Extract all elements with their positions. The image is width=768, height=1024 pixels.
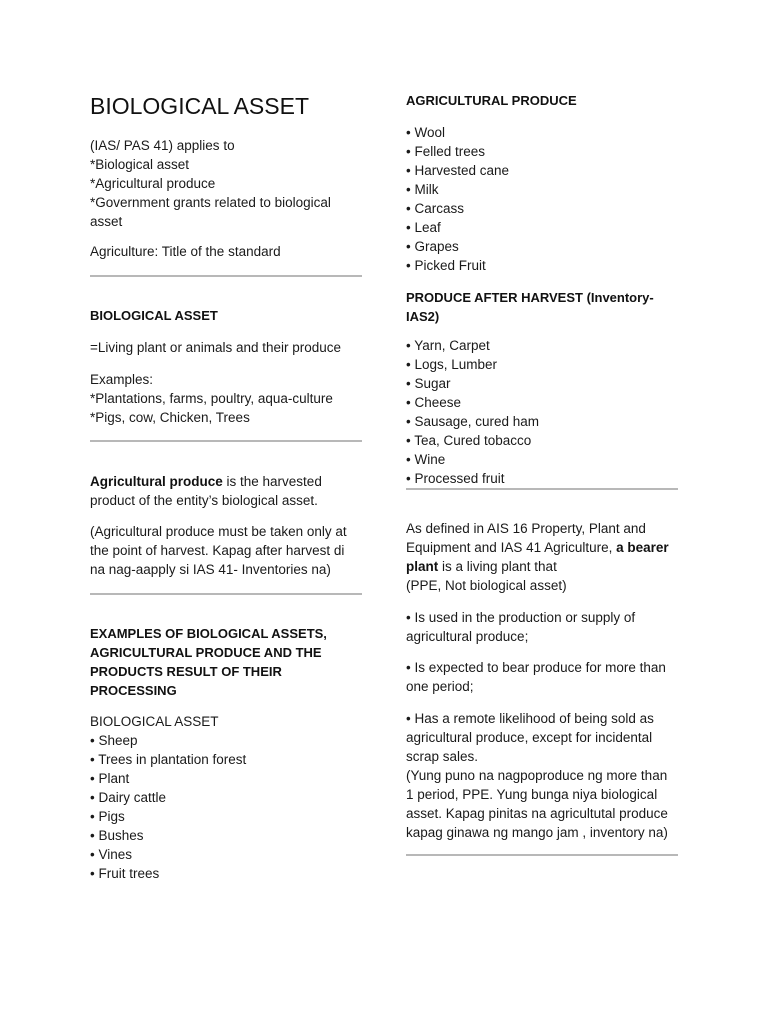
section-heading-line: PRODUCE AFTER HARVEST (Inventory-	[406, 290, 654, 305]
list-item: • Milk	[406, 182, 439, 197]
list-item: • Tea, Cured tobacco	[406, 433, 532, 448]
examples-block	[90, 370, 362, 427]
agri-produce-rest: is the harvested	[222, 474, 322, 489]
divider	[90, 440, 362, 442]
produce-list	[406, 123, 678, 275]
agri-produce-paragraph	[90, 472, 362, 510]
note-line: na nag-aapply si IAS 41- Inventories na)	[90, 562, 331, 577]
list-item: • Carcass	[406, 201, 464, 216]
divider	[406, 854, 678, 856]
intro-line: (IAS/ PAS 41) applies to	[90, 138, 235, 153]
point-line: agricultural produce;	[406, 629, 529, 644]
list-item: • Cheese	[406, 395, 462, 410]
list-title: BIOLOGICAL ASSET	[90, 714, 219, 729]
divider	[406, 488, 678, 490]
bearer-plant-paragraph	[406, 519, 678, 595]
list-item: • Vines	[90, 847, 133, 862]
bio-definition: =Living plant or animals and their produce	[90, 340, 342, 355]
point-line: 1 period, PPE. Yung bunga niya biological	[406, 787, 658, 802]
divider	[90, 275, 362, 277]
section-heading: AGRICULTURAL PRODUCE	[406, 93, 577, 108]
after-harvest-list	[406, 336, 678, 488]
examples-heading	[90, 624, 362, 700]
page-title: BIOLOGICAL ASSET	[90, 93, 310, 119]
point-line: kapag ginawa ng mango jam , inventory na)	[406, 825, 668, 840]
point-line: • Is used in the production or supply of	[406, 610, 636, 625]
note-line: (Agricultural produce must be taken only at	[90, 524, 347, 539]
bearer-line	[406, 538, 678, 557]
point-line: • Has a remote likelihood of being sold as	[406, 711, 654, 726]
bearer-line	[406, 557, 678, 576]
list-item: • Dairy cattle	[90, 790, 166, 805]
bearer-line: As defined in AIS 16 Property, Plant and	[406, 521, 646, 536]
list-item: • Logs, Lumber	[406, 357, 498, 372]
list-item: • Sheep	[90, 733, 138, 748]
examples-line: *Plantations, farms, poultry, aqua-culture	[90, 391, 333, 406]
produce-heading-block	[406, 91, 678, 110]
bearer-term: plant	[406, 559, 439, 574]
section-heading-line: AGRICULTURAL PRODUCE AND THE	[90, 645, 322, 660]
section-heading-line: IAS2)	[406, 309, 440, 324]
point-line: asset. Kapag pinitas na agricultutal produce	[406, 806, 668, 821]
list-item: • Picked Fruit	[406, 258, 486, 273]
agriculture-text: Agriculture: Title of the standard	[90, 244, 281, 259]
list-item: • Processed fruit	[406, 471, 505, 486]
point-line: one period;	[406, 679, 474, 694]
point-line: scrap sales.	[406, 749, 479, 764]
point-line: • Is expected to bear produce for more than	[406, 660, 666, 675]
bearer-text: is a living plant that	[438, 559, 557, 574]
point-line: (Yung puno na nagpoproduce ng more than	[406, 768, 668, 783]
bearer-text: Equipment and IAS 41 Agriculture,	[406, 540, 617, 555]
list-item: • Pigs	[90, 809, 125, 824]
note-line: the point of harvest. Kapag after harvest di	[90, 543, 345, 558]
bearer-point-1	[406, 608, 678, 646]
examples-line: Examples:	[90, 372, 154, 387]
intro-paragraph	[90, 136, 362, 231]
list-item: • Sugar	[406, 376, 451, 391]
point-line: agricultural produce, except for incidental	[406, 730, 653, 745]
agri-produce-line	[90, 472, 362, 491]
note-paragraph	[90, 522, 362, 579]
bearer-point-3	[406, 709, 678, 842]
examples-line: *Pigs, cow, Chicken, Trees	[90, 410, 250, 425]
list-item: • Yarn, Carpet	[406, 338, 490, 353]
section-heading-line: EXAMPLES OF BIOLOGICAL ASSETS,	[90, 626, 327, 641]
agriculture-line	[90, 242, 362, 261]
bearer-point-2	[406, 658, 678, 696]
bio-definition-block	[90, 338, 362, 357]
list-item: • Harvested cane	[406, 163, 510, 178]
list-item: • Grapes	[406, 239, 459, 254]
bio-asset-list	[90, 712, 362, 883]
intro-line: *Biological asset	[90, 157, 190, 172]
list-item: • Leaf	[406, 220, 441, 235]
after-harvest-heading	[406, 288, 678, 326]
bio-heading-block	[90, 306, 362, 325]
list-item: • Sausage, cured ham	[406, 414, 540, 429]
intro-line: *Agricultural produce	[90, 176, 216, 191]
list-item: • Fruit trees	[90, 866, 160, 881]
intro-line: *Government grants related to biological	[90, 195, 331, 210]
list-item: • Felled trees	[406, 144, 486, 159]
intro-line: asset	[90, 214, 123, 229]
list-item: • Trees in plantation forest	[90, 752, 247, 767]
bearer-line: (PPE, Not biological asset)	[406, 578, 567, 593]
list-item: • Bushes	[90, 828, 144, 843]
section-heading: BIOLOGICAL ASSET	[90, 308, 218, 323]
agri-produce-line: product of the entity’s biological asset.	[90, 493, 318, 508]
bearer-term: a bearer	[616, 540, 669, 555]
agri-produce-term: Agricultural produce	[90, 474, 223, 489]
list-item: • Wool	[406, 125, 445, 140]
section-heading-line: PRODUCTS RESULT OF THEIR	[90, 664, 282, 679]
divider	[90, 593, 362, 595]
list-item: • Wine	[406, 452, 446, 467]
section-heading-line: PROCESSING	[90, 683, 177, 698]
list-item: • Plant	[90, 771, 130, 786]
